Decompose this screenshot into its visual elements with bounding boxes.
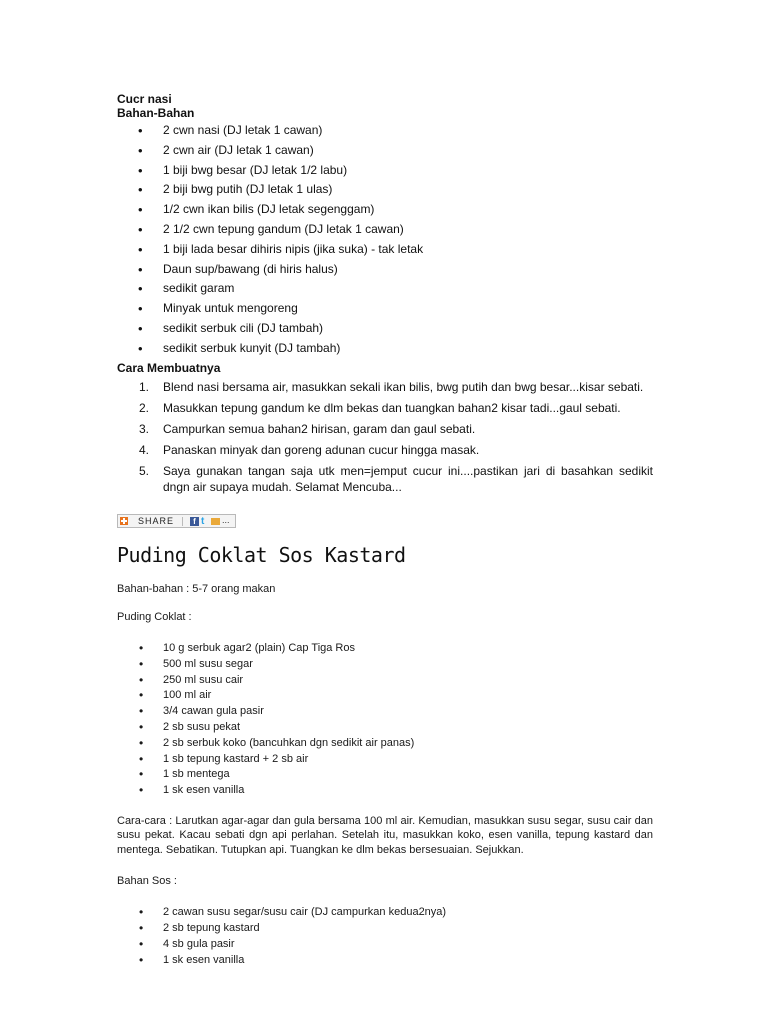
pudding-ingredient-list xyxy=(117,641,653,799)
list-item: • 2 sb susu pekat xyxy=(117,720,653,736)
list-item: • 2 cwn air (DJ letak 1 cawan) xyxy=(117,142,653,162)
step-text: Saya gunakan tangan saja utk men=jemput cucur ini....pastikan jari di basahkan sedikit dngn air supaya mudah. Selamat Mencuba... xyxy=(163,463,653,494)
step-item xyxy=(117,463,653,495)
list-item: • Minyak untuk mengoreng xyxy=(117,300,653,320)
step-number: 2. xyxy=(139,400,150,415)
step-item xyxy=(117,442,653,458)
step-number: 3. xyxy=(139,421,150,436)
recipe-cucur-nasi xyxy=(117,92,653,500)
addthis-plus-icon xyxy=(120,517,128,525)
share-divider xyxy=(182,517,183,526)
recipe-title: Puding Coklat Sos Kastard xyxy=(117,543,406,567)
list-item: • 1 sb tepung kastard + 2 sb air xyxy=(117,752,653,768)
list-item: • 2 sb serbuk koko (bancuhkan dgn sedikit air panas) xyxy=(117,736,653,752)
step-number: 4. xyxy=(139,442,150,457)
list-item: • 1 sk esen vanilla xyxy=(117,783,653,799)
list-item: • 2 cawan susu segar/susu cair (DJ campurkan kedua2nya) xyxy=(117,905,653,921)
sauce-heading: Bahan Sos : xyxy=(117,875,177,888)
servings-text: Bahan-bahan : 5-7 orang makan xyxy=(117,583,276,595)
share-button[interactable] xyxy=(117,514,236,528)
recipe-puding-coklat xyxy=(117,540,653,969)
list-item: • 1 biji lada besar dihiris nipis (jika suka) - tak letak xyxy=(117,241,653,261)
list-item: • 500 ml susu segar xyxy=(117,657,653,673)
list-item: • Daun sup/bawang (di hiris halus) xyxy=(117,261,653,281)
step-text: Masukkan tepung gandum ke dlm bekas dan tuangkan bahan2 kisar tadi...gaul sebati. xyxy=(163,400,621,415)
step-list xyxy=(117,379,653,495)
list-item: • 1/2 cwn ikan bilis (DJ letak segenggam) xyxy=(117,201,653,221)
step-number: 1. xyxy=(139,379,150,394)
step-text: Blend nasi bersama air, masukkan sekali ikan bilis, bwg putih dan bwg besar...kisar sebati. xyxy=(163,379,644,394)
list-item: • 2 sb tepung kastard xyxy=(117,921,653,937)
list-item: • 2 biji bwg putih (DJ letak 1 ulas) xyxy=(117,181,653,201)
step-text: Panaskan minyak dan goreng adunan cucur hingga masak. xyxy=(163,442,480,457)
sauce-ingredient-list xyxy=(117,905,653,968)
ingredients-heading: Bahan-Bahan xyxy=(117,106,195,120)
list-item: • 250 ml susu cair xyxy=(117,673,653,689)
list-item: • 4 sb gula pasir xyxy=(117,937,653,953)
facebook-icon[interactable]: f xyxy=(190,517,199,526)
list-item: • 100 ml air xyxy=(117,688,653,704)
step-item xyxy=(117,400,653,416)
share-label: SHARE xyxy=(138,516,175,526)
list-item: • 1 sb mentega xyxy=(117,767,653,783)
step-item xyxy=(117,421,653,437)
step-number: 5. xyxy=(139,463,150,478)
twitter-icon[interactable]: t xyxy=(201,516,205,527)
email-icon[interactable] xyxy=(211,518,220,525)
list-item: • sedikit serbuk cili (DJ tambah) xyxy=(117,320,653,340)
method-paragraph: Cara-cara : Larutkan agar-agar dan gula bersama 100 ml air. Kemudian, masukkan susu segar, susu cair dan susu pekat. Kacau sebati dgn api perlahan. Setelah itu, masukkan koko, esen vanilla, tepung kastard dan mentega. Sebatikan. Tutupkan api. Tuangkan ke dlm bekas bersesuaian. Sejukkan. xyxy=(117,814,653,856)
list-item: • 3/4 cawan gula pasir xyxy=(117,704,653,720)
list-item: • 1 sk esen vanilla xyxy=(117,953,653,969)
recipe-title: Cucr nasi xyxy=(117,92,172,106)
list-item: • 10 g serbuk agar2 (plain) Cap Tiga Ros xyxy=(117,641,653,657)
list-item: • 2 1/2 cwn tepung gandum (DJ letak 1 cawan) xyxy=(117,221,653,241)
list-item: • 1 biji bwg besar (DJ letak 1/2 labu) xyxy=(117,162,653,182)
steps-heading: Cara Membuatnya xyxy=(117,360,221,375)
step-text: Campurkan semua bahan2 hirisan, garam dan gaul sebati. xyxy=(163,421,476,436)
step-item xyxy=(117,379,653,395)
pudding-heading: Puding Coklat : xyxy=(117,611,192,623)
list-item: • sedikit serbuk kunyit (DJ tambah) xyxy=(117,340,653,360)
more-share-options[interactable]: ... xyxy=(222,515,230,525)
list-item: • 2 cwn nasi (DJ letak 1 cawan) xyxy=(117,122,653,142)
ingredient-list xyxy=(117,122,653,360)
list-item: • sedikit garam xyxy=(117,280,653,300)
